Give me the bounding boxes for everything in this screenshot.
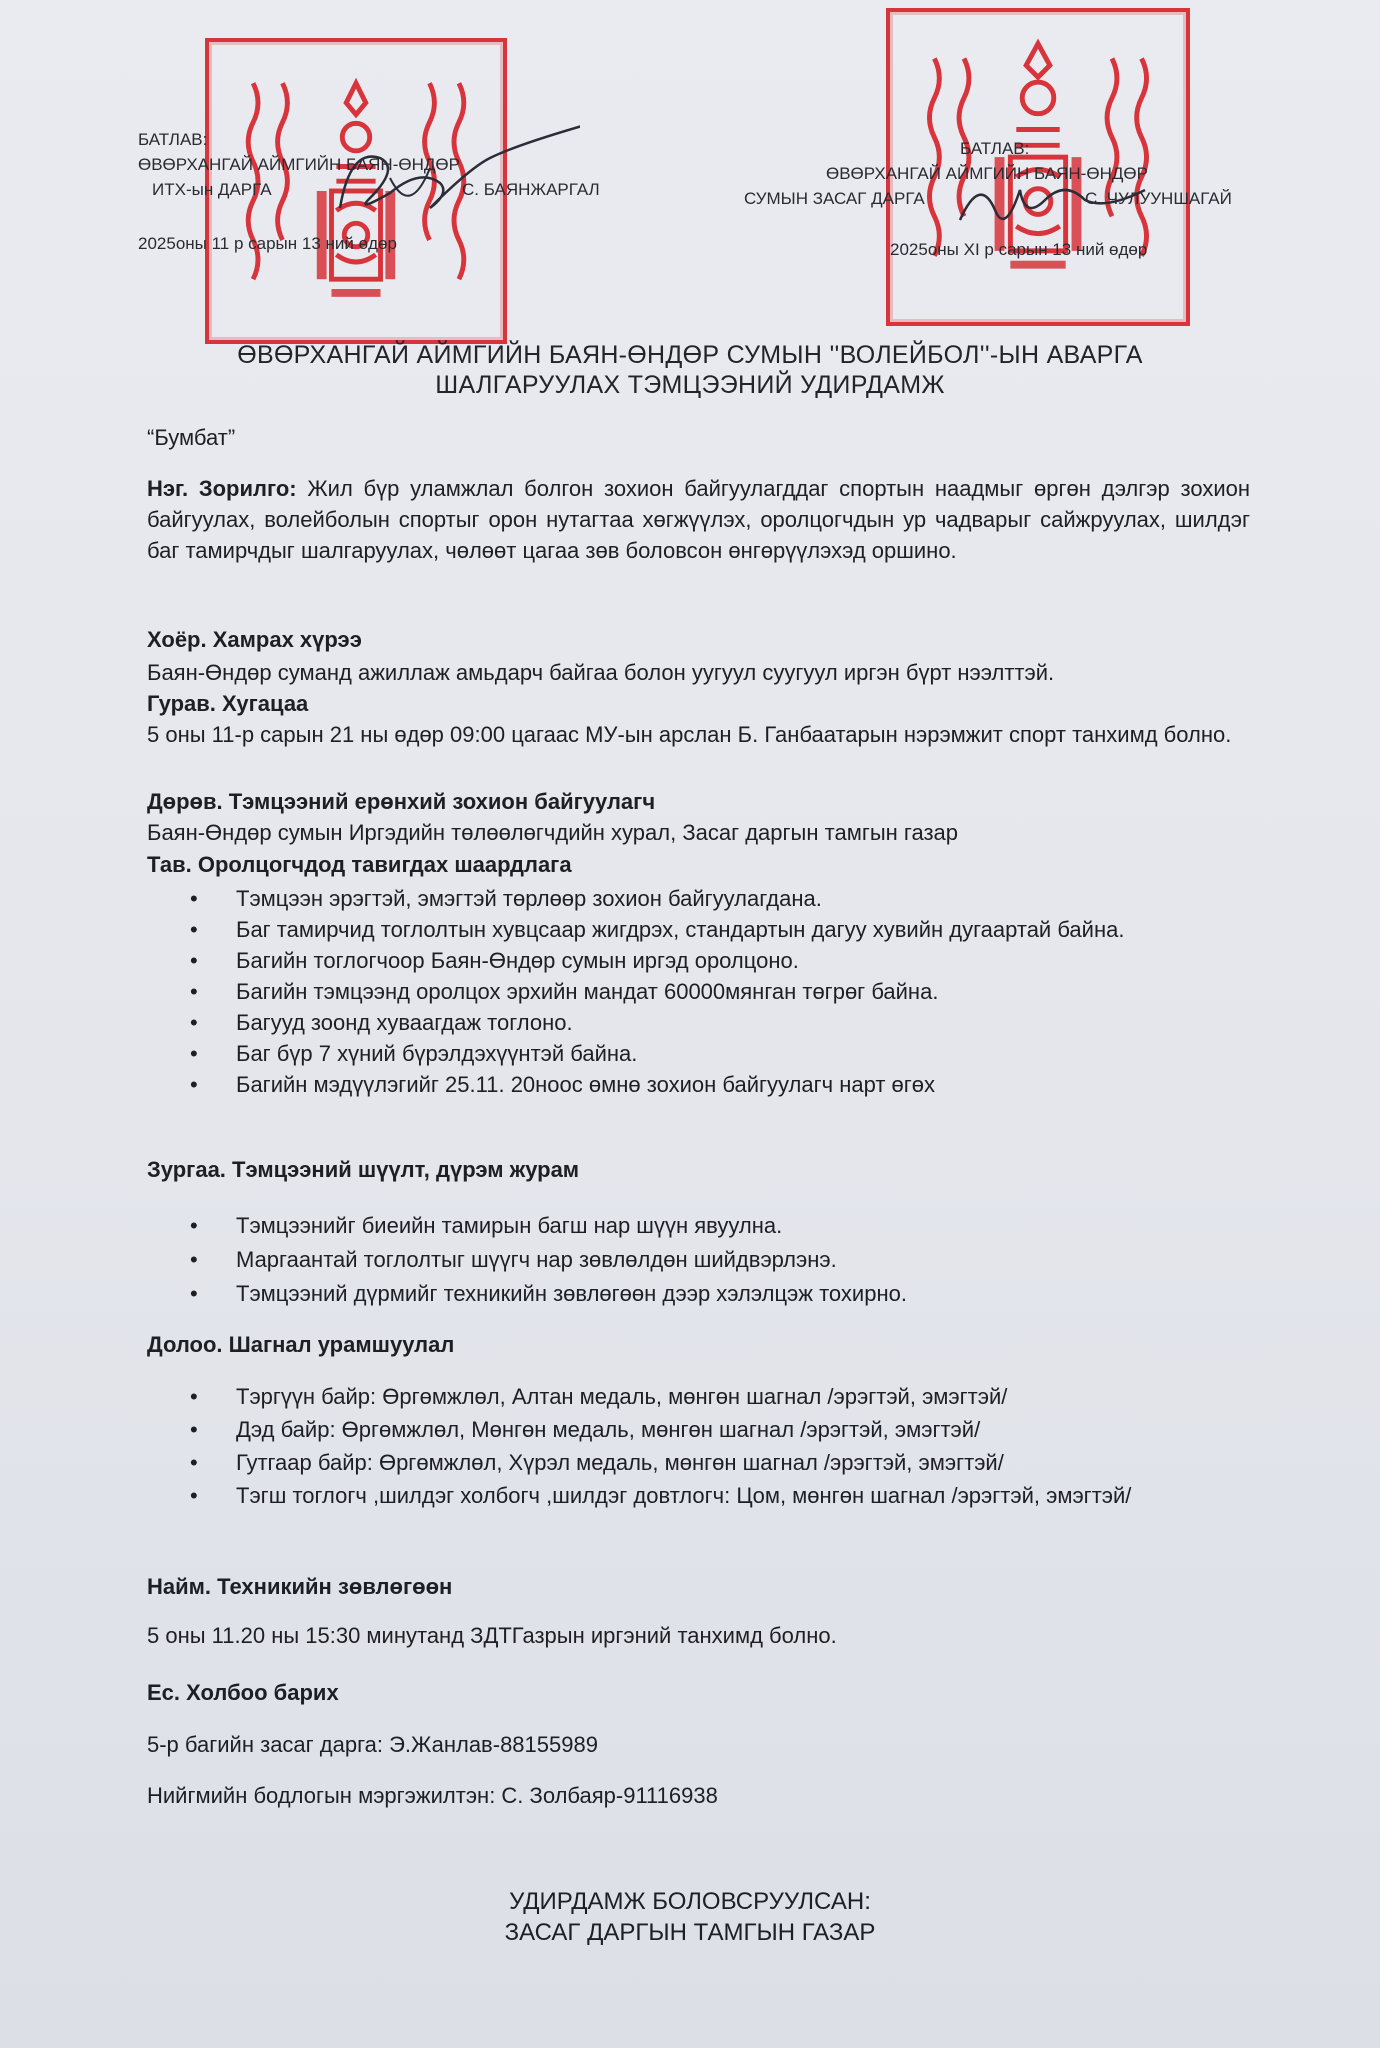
section-goal-label: Нэг. Зорилго:	[147, 476, 297, 501]
list-item: • Багууд зоонд хуваагдаж тоглоно.	[190, 1007, 1250, 1038]
approval-right-approve: БАТЛАВ:	[960, 139, 1030, 158]
contact-line-1: 5-р багийн засаг дарга: Э.Жанлав-88155989	[147, 1732, 598, 1757]
list-item: • Тэмцээний дүрмийг техникийн зөвлөгөөн дээр хэлэлцэж тохирно.	[190, 1277, 1250, 1311]
section-technical-meeting-heading: Найм. Техникийн зөвлөгөөн	[147, 1574, 453, 1599]
section-scope-text: Баян-Өндөр суманд ажиллаж амьдарч байгаа болон уугуул суугуул иргэн бүрт нээлттэй.	[147, 660, 1055, 685]
list-item: • Баг тамирчид тоглолтын хувцсаар жигдрэх, стандартын дагуу хувийн дугаартай байна.	[190, 914, 1250, 945]
list-item: • Тэмцээнийг биеийн тамирын багш нар шүүн явуулна.	[190, 1209, 1250, 1243]
section-time-text: 5 оны 11-р сарын 21 ны өдөр 09:00 цагаас МУ-ын арслан Б. Ганбаатарын нэрэмжит спорт танхимд болно.	[147, 722, 1232, 747]
document-subtitle: “Бумбат”	[147, 425, 236, 450]
list-item: • Маргаантай тоглолтыг шүүгч нар зөвлөлдөн шийдвэрлэнэ.	[190, 1243, 1250, 1277]
approval-left-position: ИТХ-ын ДАРГА	[152, 180, 272, 199]
contact-line-2: Нийгмийн бодлогын мэргэжилтэн: С. Золбаяр-91116938	[147, 1783, 718, 1808]
approval-left-date: 2025оны 11 р сарын 13 ний өдөр	[138, 234, 397, 253]
list-item: • Багийн мэдүүлэгийг 25.11. 20ноос өмнө зохион байгуулагч нарт өгөх	[190, 1069, 1250, 1100]
list-item: • Тэгш тоглогч ,шилдэг холбогч ,шилдэг довтлогч: Цом, мөнгөн шагнал /эрэгтэй, эмэгтэй/	[190, 1479, 1250, 1512]
requirements-list	[190, 883, 1250, 1100]
section-refereeing-heading: Зургаа. Тэмцээний шүүлт, дүрэм журам	[147, 1157, 580, 1182]
list-item: • Гутгаар байр: Өргөмжлөл, Хүрэл медаль, мөнгөн шагнал /эрэгтэй, эмэгтэй/	[190, 1446, 1250, 1479]
approval-right-org: ӨВӨРХАНГАЙ АЙМГИЙН БАЯН-ӨНДӨР	[826, 164, 1148, 183]
section-organizer-text: Баян-Өндөр сумын Иргэдийн төлөөлөгчдийн хурал, Засаг даргын тамгын газар	[147, 820, 959, 845]
approval-left-org: ӨВӨРХАНГАЙ АЙМГИЙН БАЯН-ӨНДӨР	[138, 155, 460, 174]
section-goal	[147, 473, 1250, 566]
list-item: • Багийн тэмцээнд оролцох эрхийн мандат 60000мянган төгрөг байна.	[190, 976, 1250, 1007]
section-awards-heading: Долоо. Шагнал урамшуулал	[147, 1332, 455, 1357]
list-item: • Дэд байр: Өргөмжлөл, Мөнгөн медаль, мөнгөн шагнал /эрэгтэй, эмэгтэй/	[190, 1413, 1250, 1446]
footer-organization: ЗАСАГ ДАРГЫН ТАМГЫН ГАЗАР	[504, 1919, 876, 1946]
section-contact-heading: Ес. Холбоо барих	[147, 1680, 339, 1705]
approval-left-name: С. БАЯНЖАРГАЛ	[462, 180, 600, 199]
list-item: • Тэргүүн байр: Өргөмжлөл, Алтан медаль, мөнгөн шагнал /эрэгтэй, эмэгтэй/	[190, 1380, 1250, 1413]
section-time-heading: Гурав. Хугацаа	[147, 691, 309, 716]
list-item: • Баг бүр 7 хүний бүрэлдэхүүнтэй байна.	[190, 1038, 1250, 1069]
approval-right-date: 2025оны XI р сарын 13 ний өдөр	[890, 240, 1148, 259]
section-scope-heading: Хоёр. Хамрах хүрээ	[147, 627, 362, 652]
approval-right-position: СУМЫН ЗАСАГ ДАРГА	[744, 189, 925, 208]
section-requirements-heading: Тав. Оролцогчдод тавигдах шаардлага	[147, 852, 572, 877]
list-item: • Багийн тоглогчоор Баян-Өндөр сумын иргэд оролцоно.	[190, 945, 1250, 976]
document-title-line1: ӨВӨРХАНГАЙ АЙМГИЙН БАЯН-ӨНДӨР СУМЫН ''ВОЛЕЙБОЛ''-ЫН АВАРГА	[237, 341, 1143, 369]
list-item: • Тэмцээн эрэгтэй, эмэгтэй төрлөөр зохион байгуулагдана.	[190, 883, 1250, 914]
document-title-line2: ШАЛГАРУУЛАХ ТЭМЦЭЭНИЙ УДИРДАМЖ	[435, 371, 945, 399]
section-technical-meeting-text: 5 оны 11.20 ны 15:30 минутанд ЗДТГазрын иргэний танхимд болно.	[147, 1623, 837, 1648]
section-goal-text: Жил бүр уламжлал болгон зохион байгуулагддаг спортын наадмыг өргөн дэлгэр зохион байгуулах, волейболын спортыг орон нутагтаа хөгжүүлэх, оролцогчдын ур чадварыг сайжруулах, шилдэг баг тамирчдыг шалгаруулах, чөлөөт цагаа зөв боловсон өнгөрүүлэхэд оршино.	[147, 476, 1250, 563]
refereeing-list	[190, 1209, 1250, 1311]
approval-left-approve: БАТЛАВ:	[138, 130, 208, 149]
awards-list	[190, 1380, 1250, 1512]
footer-prepared-by: УДИРДАМЖ БОЛОВСРУУЛСАН:	[509, 1888, 871, 1915]
approval-right-name: С. ЧУЛУУНШАГАЙ	[1085, 189, 1232, 208]
section-organizer-heading: Дөрөв. Тэмцээний ерөнхий зохион байгуулагч	[147, 789, 656, 814]
